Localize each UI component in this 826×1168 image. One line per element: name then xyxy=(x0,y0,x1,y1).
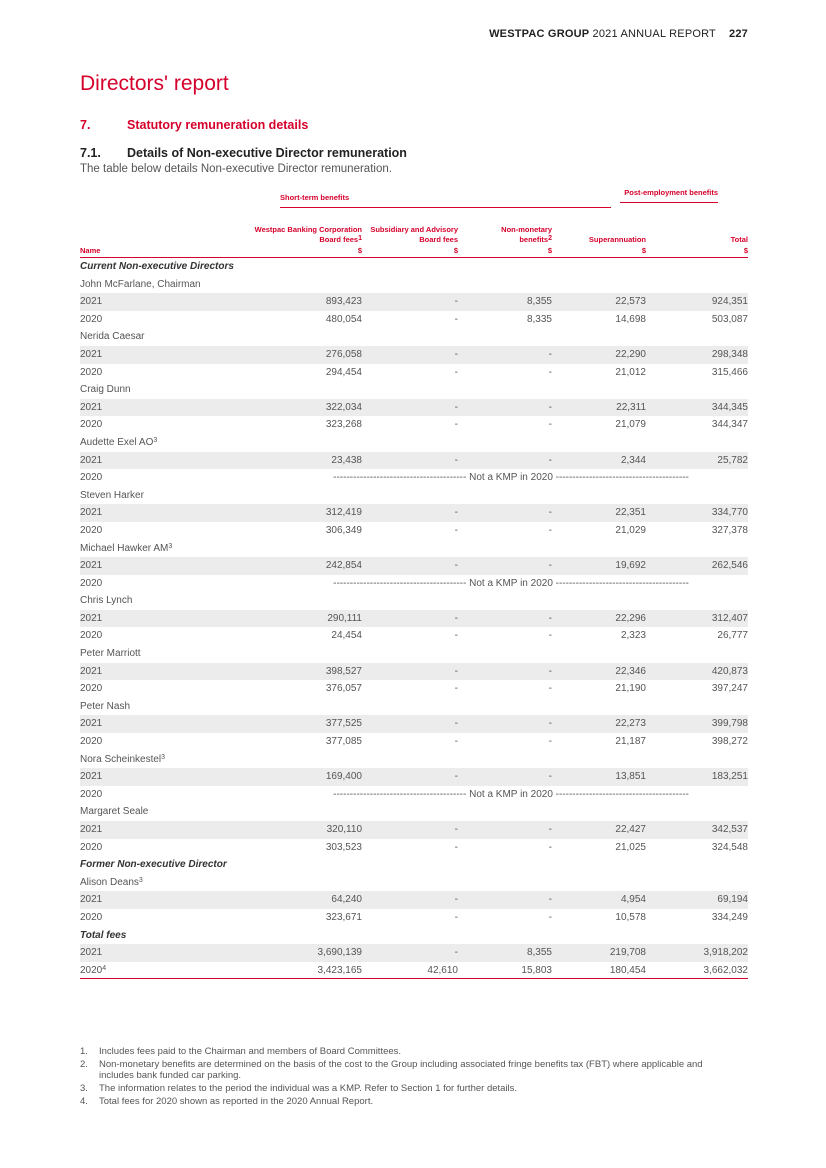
cell-superannuation: 22,311 xyxy=(616,401,646,413)
row-label: 2020 xyxy=(80,313,103,325)
row-label: 2020 xyxy=(80,630,103,642)
table-director-row xyxy=(80,276,748,294)
row-label xyxy=(80,754,165,765)
row-label: 2021 xyxy=(80,507,103,519)
row-label xyxy=(80,965,106,976)
footnote-ref: 1 xyxy=(358,234,362,242)
table-director-row xyxy=(80,381,748,399)
col-header-name: Name xyxy=(80,246,101,255)
cell-subsidiary-fees: - xyxy=(454,348,458,360)
cell-total: 69,194 xyxy=(717,894,748,906)
cell-superannuation: 21,190 xyxy=(615,683,646,695)
row-label-text: Nora Scheinkestel xyxy=(80,753,162,765)
subsection-number: 7.1. xyxy=(80,146,101,160)
cell-total: 26,777 xyxy=(717,630,748,642)
footnote-ref: 3 xyxy=(153,436,158,444)
section-label: Statutory remuneration details xyxy=(127,118,309,132)
table-row xyxy=(80,311,748,329)
table-row xyxy=(80,891,748,909)
cell-board-fees: 323,671 xyxy=(325,911,362,923)
footnote-ref: 3 xyxy=(161,753,166,761)
row-label: Nerida Caesar xyxy=(80,331,145,343)
cell-total: 324,548 xyxy=(711,841,748,853)
cell-board-fees: 24,454 xyxy=(331,630,362,642)
table-column-headers xyxy=(80,208,748,244)
cell-subsidiary-fees: - xyxy=(454,313,458,325)
table-director-row xyxy=(80,592,748,610)
table-director-row xyxy=(80,645,748,663)
cell-non-monetary: 8,335 xyxy=(526,313,552,325)
row-label: 2020 xyxy=(80,577,103,589)
cell-board-fees: 242,854 xyxy=(325,560,362,572)
table-row xyxy=(80,293,748,311)
subsection-heading-7-1 xyxy=(80,146,407,160)
cell-superannuation: 21,029 xyxy=(615,524,646,536)
footnote xyxy=(80,1083,740,1094)
table-row xyxy=(80,364,748,382)
cell-board-fees: 3,690,139 xyxy=(317,947,362,959)
cell-total: 327,378 xyxy=(711,524,748,536)
section-heading-7 xyxy=(80,118,308,132)
intro-text: The table below details Non-executive Director remuneration. xyxy=(80,163,392,175)
cell-board-fees: 480,054 xyxy=(325,313,362,325)
cell-total: 420,873 xyxy=(711,665,748,677)
table-row xyxy=(80,399,748,417)
report-title: Directors' report xyxy=(80,72,229,95)
cell-non-monetary: - xyxy=(548,560,552,572)
cell-total: 183,251 xyxy=(711,771,748,783)
not-kmp-note: ---------------------------------------- Not a KMP in 2020 ---------------------------------------- xyxy=(333,577,689,589)
table-director-row xyxy=(80,328,748,346)
cell-superannuation: 2,344 xyxy=(620,454,646,466)
cell-subsidiary-fees: - xyxy=(454,841,458,853)
unit-label: $ xyxy=(641,246,646,255)
cell-total: 344,347 xyxy=(711,419,748,431)
cell-superannuation: 21,079 xyxy=(615,419,646,431)
cell-superannuation: 22,427 xyxy=(615,824,646,835)
cell-total: 399,798 xyxy=(711,718,748,730)
table-row xyxy=(80,346,748,364)
footnote-text: The information relates to the period the individual was a KMP. Refer to Section 1 for further details. xyxy=(99,1083,518,1094)
cell-board-fees: 893,423 xyxy=(325,296,362,308)
cell-total: 334,770 xyxy=(711,507,748,519)
cell-subsidiary-fees: - xyxy=(454,894,458,906)
cell-subsidiary-fees: - xyxy=(454,366,458,378)
table-director-row xyxy=(80,803,748,821)
footnotes xyxy=(80,1046,740,1109)
row-label: 2020 xyxy=(80,524,103,536)
row-label: Peter Nash xyxy=(80,700,131,712)
col-header-board-fees xyxy=(242,225,362,244)
page-header xyxy=(489,28,748,40)
cell-non-monetary: - xyxy=(548,894,552,906)
cell-non-monetary: - xyxy=(548,524,552,536)
cell-superannuation: 22,346 xyxy=(615,665,646,677)
cell-subsidiary-fees: 42,610 xyxy=(427,964,458,976)
unit-label: $ xyxy=(547,246,552,255)
cell-board-fees: 320,110 xyxy=(326,824,362,835)
cell-board-fees: 312,419 xyxy=(325,507,362,519)
footnote-text: Non-monetary benefits are determined on the basis of the cost to the Group including associated fringe benefits tax (FBT) where applicable and includes bank funded car parking. xyxy=(99,1059,703,1081)
cell-superannuation: 21,012 xyxy=(615,366,646,378)
table-section-heading xyxy=(80,258,748,276)
cell-subsidiary-fees: - xyxy=(454,612,458,624)
cell-total: 25,782 xyxy=(717,454,748,466)
cell-subsidiary-fees: - xyxy=(454,560,458,572)
row-label: 2021 xyxy=(80,454,103,466)
subsection-label: Details of Non-executive Director remuneration xyxy=(127,146,407,160)
cell-superannuation: 21,025 xyxy=(615,841,646,853)
table-director-row xyxy=(80,540,748,558)
row-label: Current Non-executive Directors xyxy=(80,261,234,272)
footnote-number: 1. xyxy=(80,1046,88,1057)
cell-superannuation: 22,296 xyxy=(615,612,646,624)
row-label: 2021 xyxy=(80,824,103,835)
cell-superannuation: 10,578 xyxy=(615,911,646,923)
row-label: Total fees xyxy=(80,929,127,941)
row-label: 2021 xyxy=(80,401,103,413)
cell-non-monetary: 8,355 xyxy=(526,296,552,308)
cell-total: 312,407 xyxy=(711,612,748,624)
row-label: 2021 xyxy=(80,296,103,308)
cell-board-fees: 303,523 xyxy=(325,841,362,853)
cell-total: 397,247 xyxy=(711,683,748,695)
cell-total: 924,351 xyxy=(711,296,748,308)
row-label xyxy=(80,877,143,888)
cell-subsidiary-fees: - xyxy=(454,524,458,536)
table-row xyxy=(80,663,748,681)
table-row xyxy=(80,962,748,980)
cell-subsidiary-fees: - xyxy=(454,507,458,519)
row-label-text: Michael Hawker AM xyxy=(80,542,169,554)
cell-total: 344,345 xyxy=(711,401,748,413)
cell-subsidiary-fees: - xyxy=(454,630,458,642)
unit-label: $ xyxy=(357,246,362,255)
cell-board-fees: 64,240 xyxy=(331,894,362,906)
col-header-board-fees-label: Westpac Banking Corporation Board fees xyxy=(254,225,362,244)
row-label xyxy=(80,543,172,554)
footnote-ref: 4 xyxy=(102,964,107,972)
row-label-text: 2020 xyxy=(80,964,103,976)
cell-superannuation: 13,851 xyxy=(615,771,646,783)
cell-subsidiary-fees: - xyxy=(454,718,458,730)
table-row xyxy=(80,680,748,698)
table-row xyxy=(80,839,748,857)
col-header-total: Total xyxy=(730,234,748,244)
table-director-row xyxy=(80,434,748,452)
row-label: John McFarlane, Chairman xyxy=(80,278,201,290)
table-section-heading xyxy=(80,927,748,945)
cell-non-monetary: - xyxy=(548,665,552,677)
table-row xyxy=(80,768,748,786)
footnote-number: 3. xyxy=(80,1083,88,1094)
row-label: 2021 xyxy=(80,947,103,959)
footnote-text: Total fees for 2020 shown as reported in the 2020 Annual Report. xyxy=(99,1096,374,1107)
cell-non-monetary: - xyxy=(548,454,552,466)
unit-label: $ xyxy=(743,246,748,255)
row-label-text: Audette Exel AO xyxy=(80,436,154,448)
cell-board-fees: 398,527 xyxy=(325,665,362,677)
not-kmp-note: ---------------------------------------- Not a KMP in 2020 ---------------------------------------- xyxy=(333,472,689,484)
row-label: 2020 xyxy=(80,419,103,431)
cell-superannuation: 180,454 xyxy=(609,964,646,976)
cell-board-fees: 376,057 xyxy=(325,683,362,695)
table-director-row xyxy=(80,751,748,769)
cell-non-monetary: - xyxy=(548,366,552,378)
cell-board-fees: 294,454 xyxy=(325,366,362,378)
cell-total: 298,348 xyxy=(711,348,748,360)
unit-label: $ xyxy=(453,246,458,255)
cell-superannuation: 2,323 xyxy=(620,630,646,642)
row-label: 2021 xyxy=(80,894,103,906)
cell-superannuation: 22,573 xyxy=(615,296,646,308)
row-label: Chris Lynch xyxy=(80,595,133,607)
table-body xyxy=(80,258,748,979)
cell-superannuation: 22,290 xyxy=(615,348,646,360)
table-director-row xyxy=(80,487,748,505)
cell-board-fees: 23,438 xyxy=(331,454,362,466)
table-group-header xyxy=(80,186,748,208)
cell-total: 334,249 xyxy=(711,911,748,923)
row-label: 2021 xyxy=(80,348,103,360)
cell-non-monetary: - xyxy=(548,683,552,695)
post-employment-benefits-header: Post-employment benefits xyxy=(620,188,718,203)
row-label: 2021 xyxy=(80,665,103,677)
table-row xyxy=(80,909,748,927)
cell-non-monetary: - xyxy=(548,718,552,730)
header-brand: WESTPAC GROUP xyxy=(489,28,590,40)
cell-non-monetary: - xyxy=(548,348,552,360)
footnote-number: 2. xyxy=(80,1059,88,1070)
cell-superannuation: 14,698 xyxy=(615,313,646,325)
col-header-non-monetary xyxy=(472,225,552,244)
cell-subsidiary-fees: - xyxy=(454,296,458,308)
cell-subsidiary-fees: - xyxy=(454,454,458,466)
cell-board-fees: 306,349 xyxy=(325,524,362,536)
table-row xyxy=(80,715,748,733)
cell-board-fees: 377,525 xyxy=(325,718,362,730)
cell-non-monetary: - xyxy=(548,630,552,642)
row-label: Margaret Seale xyxy=(80,806,149,818)
footnote-text: Includes fees paid to the Chairman and members of Board Committees. xyxy=(99,1046,402,1057)
cell-subsidiary-fees: - xyxy=(454,771,458,783)
table-row xyxy=(80,504,748,522)
table-row xyxy=(80,557,748,575)
cell-non-monetary: - xyxy=(548,507,552,519)
row-label: 2020 xyxy=(80,788,103,800)
cell-subsidiary-fees: - xyxy=(454,683,458,695)
table-row xyxy=(80,575,748,593)
cell-total: 3,918,202 xyxy=(703,947,748,959)
table-unit-row xyxy=(80,244,748,258)
footnote-ref: 3 xyxy=(168,542,173,550)
cell-subsidiary-fees: - xyxy=(454,947,458,959)
table-row xyxy=(80,733,748,751)
table-row xyxy=(80,944,748,962)
cell-subsidiary-fees: - xyxy=(454,401,458,413)
cell-non-monetary: 8,355 xyxy=(526,947,552,959)
row-label: Peter Marriott xyxy=(80,648,141,660)
cell-non-monetary: - xyxy=(548,419,552,431)
row-label: 2020 xyxy=(80,911,103,923)
cell-subsidiary-fees: - xyxy=(454,911,458,923)
cell-superannuation: 219,708 xyxy=(609,947,646,959)
cell-non-monetary: - xyxy=(548,401,552,413)
cell-non-monetary: - xyxy=(548,736,552,748)
row-label-text: Alison Deans xyxy=(80,876,139,888)
row-label: 2021 xyxy=(80,612,103,624)
cell-superannuation: 21,187 xyxy=(615,736,646,748)
table-row xyxy=(80,452,748,470)
cell-non-monetary: - xyxy=(548,911,552,923)
cell-subsidiary-fees: - xyxy=(454,665,458,677)
footnote xyxy=(80,1059,740,1081)
row-label: Steven Harker xyxy=(80,489,144,501)
col-header-subsidiary-fees: Subsidiary and Advisory Board fees xyxy=(370,225,458,244)
cell-total: 342,537 xyxy=(711,824,748,835)
page-number: 227 xyxy=(729,28,748,40)
row-label: 2020 xyxy=(80,472,103,484)
short-term-benefits-header: Short-term benefits xyxy=(280,193,611,208)
cell-board-fees: 323,268 xyxy=(325,419,362,431)
remuneration-table xyxy=(80,186,748,979)
table-row xyxy=(80,627,748,645)
section-number: 7. xyxy=(80,118,91,132)
col-header-superannuation: Superannuation xyxy=(588,234,646,244)
row-label: 2021 xyxy=(80,718,103,730)
cell-board-fees: 377,085 xyxy=(325,736,362,748)
cell-total: 262,546 xyxy=(711,560,748,572)
table-section-heading xyxy=(80,856,748,874)
cell-non-monetary: - xyxy=(548,771,552,783)
row-label xyxy=(80,437,157,448)
footnote xyxy=(80,1096,740,1107)
row-label: 2021 xyxy=(80,560,103,572)
table-row xyxy=(80,821,748,839)
cell-total: 503,087 xyxy=(711,313,748,325)
cell-superannuation: 19,692 xyxy=(615,560,646,572)
footnote-ref: 2 xyxy=(548,234,552,242)
footnote-ref: 3 xyxy=(138,876,143,884)
table-director-row xyxy=(80,874,748,892)
row-label: 2020 xyxy=(80,683,103,695)
cell-non-monetary: - xyxy=(548,841,552,853)
cell-subsidiary-fees: - xyxy=(454,824,458,835)
table-row xyxy=(80,522,748,540)
cell-board-fees: 276,058 xyxy=(325,348,362,360)
cell-subsidiary-fees: - xyxy=(454,419,458,431)
cell-board-fees: 169,400 xyxy=(325,771,362,783)
cell-superannuation: 4,954 xyxy=(620,894,646,906)
cell-non-monetary: 15,803 xyxy=(521,964,552,976)
cell-non-monetary: - xyxy=(548,612,552,624)
cell-superannuation: 22,273 xyxy=(615,718,646,730)
not-kmp-note: ---------------------------------------- Not a KMP in 2020 ---------------------------------------- xyxy=(333,788,689,800)
table-row xyxy=(80,610,748,628)
row-label: 2020 xyxy=(80,366,103,378)
cell-total: 315,466 xyxy=(711,366,748,378)
cell-non-monetary: - xyxy=(548,824,552,835)
row-label: Former Non-executive Director xyxy=(80,859,227,871)
cell-board-fees: 3,423,165 xyxy=(317,964,362,976)
row-label: Craig Dunn xyxy=(80,384,131,396)
cell-board-fees: 290,111 xyxy=(327,612,362,624)
table-director-row xyxy=(80,698,748,716)
cell-total: 3,662,032 xyxy=(703,964,748,976)
table-row xyxy=(80,469,748,487)
footnote xyxy=(80,1046,740,1057)
table-row xyxy=(80,416,748,434)
row-label: 2020 xyxy=(80,841,103,853)
cell-board-fees: 322,034 xyxy=(325,401,362,413)
row-label: 2021 xyxy=(80,771,103,783)
cell-subsidiary-fees: - xyxy=(454,736,458,748)
header-report: 2021 ANNUAL REPORT xyxy=(592,28,716,40)
cell-total: 398,272 xyxy=(711,736,748,748)
table-row xyxy=(80,786,748,804)
cell-superannuation: 22,351 xyxy=(615,507,646,519)
footnote-number: 4. xyxy=(80,1096,88,1107)
row-label: 2020 xyxy=(80,736,103,748)
col-header-non-monetary-label: Non-monetary benefits xyxy=(501,225,552,244)
